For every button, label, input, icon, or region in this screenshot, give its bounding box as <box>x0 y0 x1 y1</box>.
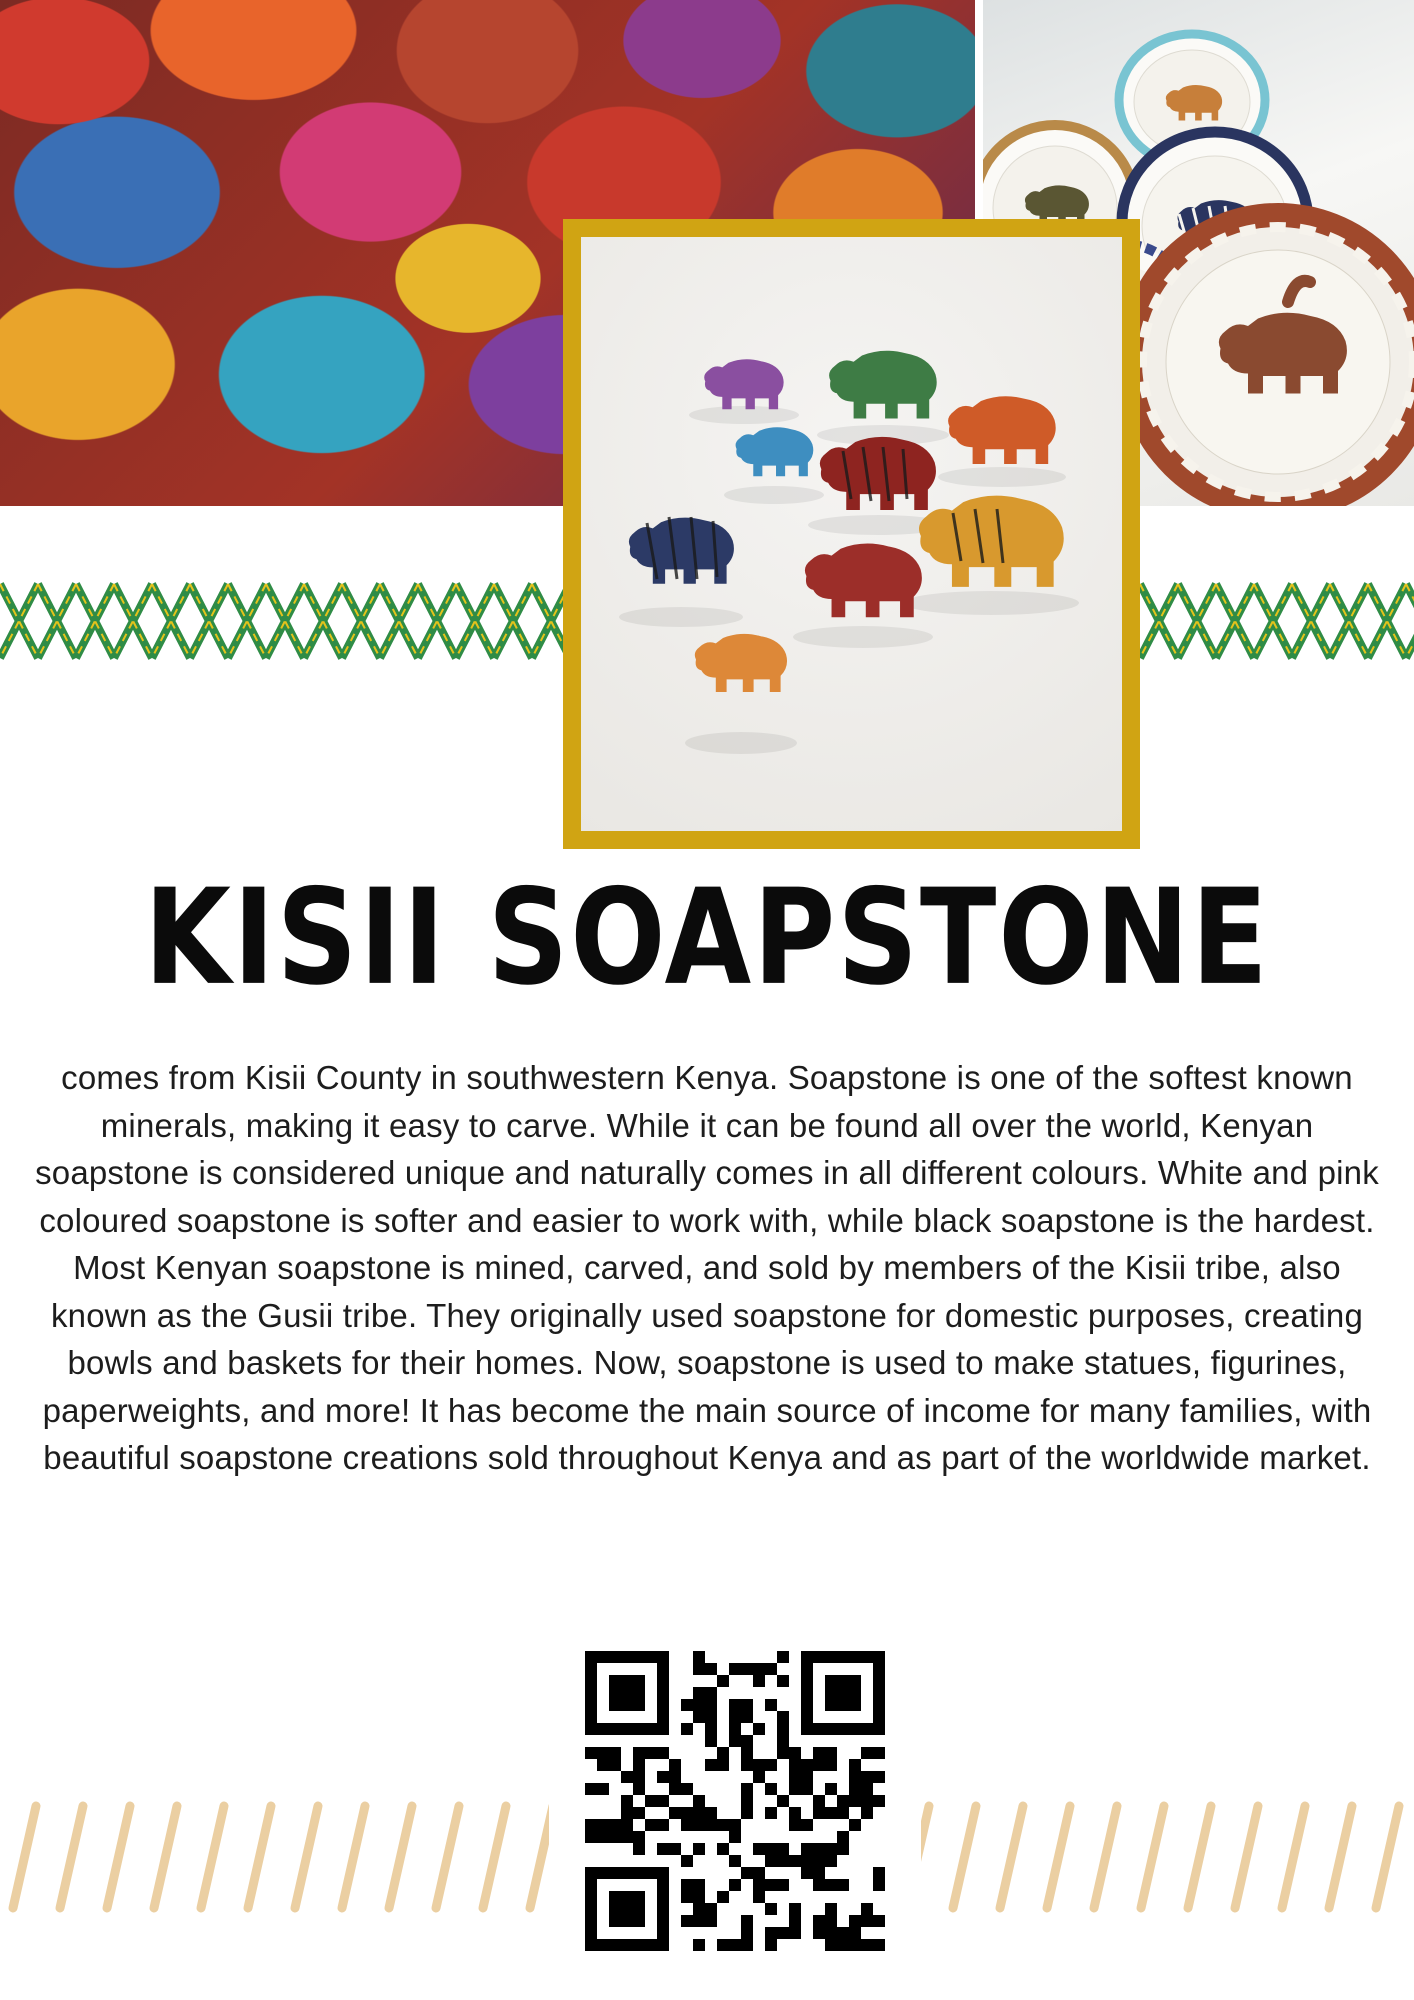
purple-hippo-figurine <box>704 359 783 409</box>
red-zebra-figurine <box>820 437 936 510</box>
lion-figurine <box>919 496 1064 587</box>
body-text <box>27 1054 1387 1482</box>
paragraph-1: comes from Kisii County in southwestern Kenya. Soapstone is one of the softest known minerals, making it easy to carve. While it can be found all over the world, Kenyan soapstone is considered unique and naturally comes in all different colours. White and pink coloured soapstone is softer and easier to work with, while black soapstone is the hardest. <box>35 1059 1379 1239</box>
orange-elephant-figurine <box>948 396 1056 464</box>
red-hippo-figurine <box>805 544 922 618</box>
green-rhino-figurine <box>829 351 937 419</box>
elephant-plate <box>1130 215 1414 506</box>
blue-elephant-figurine <box>736 427 814 476</box>
figurines-framed-photo <box>563 219 1140 849</box>
poster-title: KISII SOAPSTONE <box>144 861 1270 1015</box>
front-elephant-figurine <box>695 634 787 692</box>
paragraph-2: Most Kenyan soapstone is mined, carved, and sold by members of the Kisii tribe, also known as the Gusii tribe. They originally used soapstone for domestic purposes, creating bowls and baskets for their homes. Now, soapstone is used to make statues, figurines, paperweights, and more! It has become the main source of income for many families, with beautiful soapstone creations sold throughout Kenya and as part of the worldwide market. <box>42 1249 1372 1477</box>
qr-code <box>549 1640 921 1962</box>
